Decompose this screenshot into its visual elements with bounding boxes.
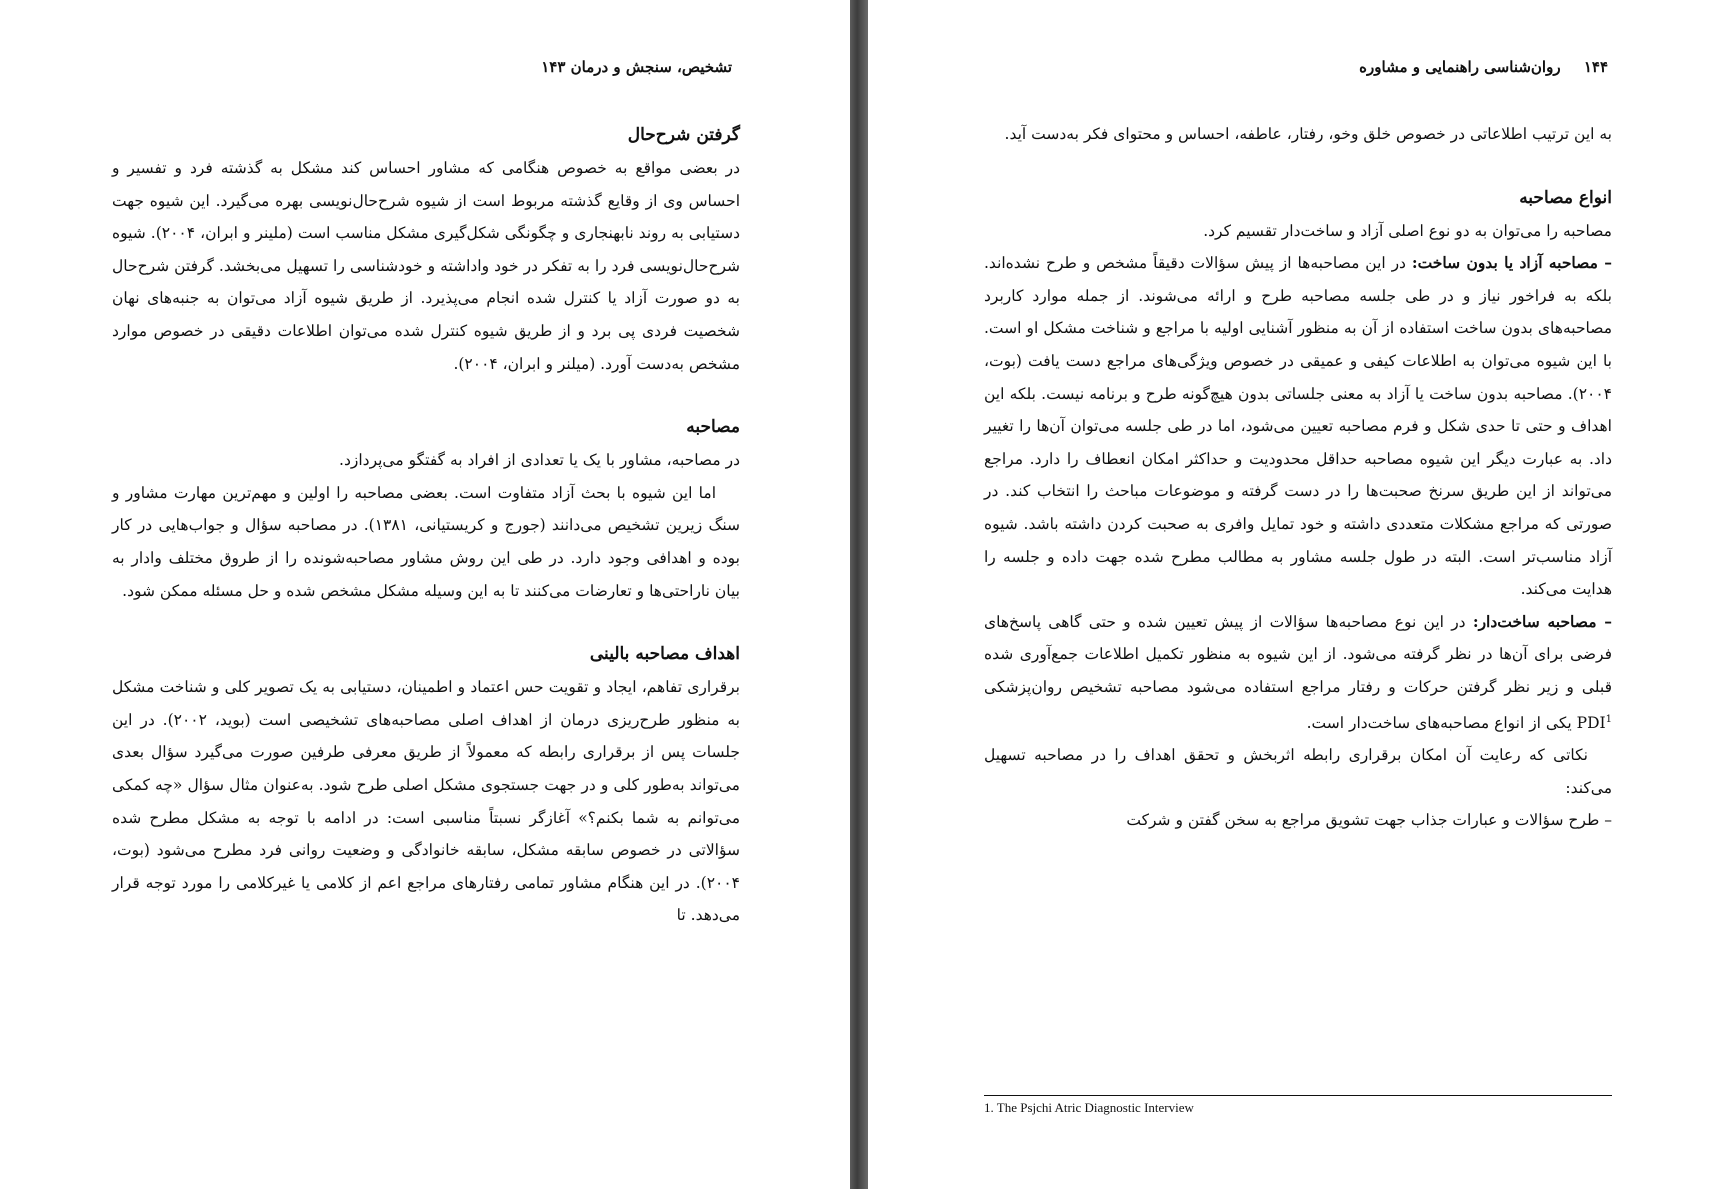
running-head bbox=[984, 58, 1608, 76]
running-head bbox=[112, 58, 732, 76]
footnote: 1. The Psjchi Atric Diagnostic Interview bbox=[984, 1100, 1194, 1115]
book-gutter bbox=[850, 0, 868, 1189]
paragraph-free-interview bbox=[984, 247, 1612, 606]
section-heading: مصاحبه bbox=[686, 417, 740, 438]
paragraph: اما این شیوه با بحث آزاد متفاوت است. بعضی مصاحبه را اولین و مهم‌ترین مهارت مشاور و سنگ زیرین تشخیص می‌دانند (جورج و کریستیانی، ۱۳۸۱). در مصاحبه سؤال و جواب‌هایی در کار بوده و اهدافی وجود دارد. در طی این روش مشاور مصاحبه‌شونده را از طروق مختلف وادار به بیان ناراحتی‌ها و تعارضات می‌کنند تا به این وسیله مشکل مشخص شده و حل مسئله ممکن شود. bbox=[112, 483, 741, 600]
right-page bbox=[868, 0, 1717, 1189]
page-number: ۱۴۴ bbox=[1583, 58, 1608, 76]
left-body bbox=[112, 118, 740, 932]
paragraph-text: در این نوع مصاحبه‌ها سؤالات از پیش تعیین شده و حتی گاهی پاسخ‌های فرضی برای آن‌ها در نظر گرفته می‌شود. از این شیوه به منظور تکمیل اطلاعات جمع‌آوری شده قبلی و زیر نظر گرفتن حرکات و رفتار مراجع استفاده می‌شود مصاحبه تشخیص روان‌پزشکی PDI bbox=[984, 612, 1612, 732]
bullet-item: – طرح سؤالات و عبارات جذاب جهت تشویق مراجع به سخن گفتن و شرکت bbox=[1126, 811, 1612, 830]
paragraph: مصاحبه را می‌توان به دو نوع اصلی آزاد و ساخت‌دار تقسیم کرد. bbox=[1203, 221, 1612, 240]
paragraph: در بعضی مواقع به خصوص هنگامی که مشاور احساس کند مشکل به گذشته فرد و تفسیر و احساس وی از وقایع گذشته مربوط است از شیوه شرح‌حال‌نویسی بهره می‌گیرد. این شیوه جهت دستیابی به روند نابهنجاری و چگونگی شکل‌گیری مشکل مناسب است (ملینر و ابران، ۲۰۰۴). شیوه شرح‌حال‌نویسی فرد را به تفکر در خود واداشته و خودشناسی را تسهیل می‌بخشد. گرفتن شرح‌حال به دو صورت آزاد یا کنترل شده انجام می‌پذیرد. از طریق شیوه آزاد می‌توان به جنبه‌های نهان شخصیت فردی پی برد و از طریق شیوه کنترل شده می‌توان اطلاعات دقیقی در خصوص موارد مشخص به‌دست آورد. (میلنر و ابران، ۲۰۰۴). bbox=[112, 159, 740, 373]
header-title: روان‌شناسی راهنمایی و مشاوره bbox=[1359, 58, 1561, 76]
paragraph-text: در این مصاحبه‌ها از پیش سؤالات دقیقاً مشخص و طرح نشده‌اند. بلکه به فراخور نیاز و در طی جلسه مصاحبه طرح و ارائه می‌شوند. از جمله موارد کاربرد مصاحبه‌های بدون ساخت استفاده از آن به منظور آشنایی اولیه با مراجع و شناخت مشکل او است. با این شیوه می‌توان به اطلاعات کیفی و عمیقی در خصوص ویژگی‌های مراجع دست یافت (بوت، ۲۰۰۴). مصاحبه بدون ساخت یا آزاد به معنی جلساتی بدون هیچ‌گونه طرح و برنامه نیست. بلکه این اهداف و حتی تا حدی شکل و فرم مصاحبه تعیین می‌شود، اما در طی جلسه می‌توان آن‌ها را تغییر داد. به عبارت دیگر این شیوه مصاحبه حداقل محدودیت و حداکثر امکان انعطاف را دارد. مراجع می‌تواند از این طریق سرنخ صحبت‌ها را در دست گرفته و موضوعات مباحث را انتخاب کند. در صورتی که مراجع مشکلات متعددی داشته و خود تمایل وافری به صحبت کردن داشته باشد. شیوه آزاد مناسب‌تر است. البته در طول جلسه مشاور به مطالب مطرح شده جهت داده و جلسه را هدایت می‌کند. bbox=[984, 254, 1612, 599]
section-heading: انواع مصاحبه bbox=[1519, 187, 1612, 208]
header-title: تشخیص، سنجش و درمان bbox=[570, 58, 732, 76]
paragraph: نکاتی که رعایت آن امکان برقراری رابطه اثربخش و تحقق اهداف را در مصاحبه تسهیل می‌کند: bbox=[984, 746, 1612, 797]
section-heading: اهداف مصاحبه بالینی bbox=[589, 644, 740, 665]
page-number: ۱۴۳ bbox=[541, 58, 566, 76]
footnote-rule bbox=[984, 1095, 1612, 1096]
left-page bbox=[0, 0, 850, 1189]
section-heading: گرفتن شرح‌حال bbox=[627, 125, 740, 145]
paragraph-text: یکی از انواع مصاحبه‌های ساخت‌دار است. bbox=[1306, 713, 1577, 732]
run-in-heading: – مصاحبه آزاد یا بدون ساخت: bbox=[1411, 253, 1612, 273]
paragraph: به این ترتیب اطلاعاتی در خصوص خلق وخو، رفتار، عاطفه، احساس و محتوای فکر به‌دست آید. bbox=[1004, 125, 1612, 143]
right-body bbox=[984, 118, 1612, 837]
paragraph: برقراری تفاهم، ایجاد و تقویت حس اعتماد و اطمینان، دستیابی به یک تصویر کلی و شناخت مشکل به منظور طرح‌ریزی درمان از اهداف اصلی مصاحبه‌های تشخیصی است (بوید، ۲۰۰۲). در این جلسات پس از برقراری رابطه که معمولاً از طریق معرفی طرفین صورت می‌گیرد سؤال بعدی می‌تواند به‌طور کلی و در جهت جستجوی مشکل اصلی طرح شود. به‌عنوان مثال سؤال «چه کمکی می‌توانم به شما بکنم؟» آغازگر نسبتاً مناسبی است: در ادامه با توجه به مشکل مطرح شده سؤالاتی در خصوص سابقه مشکل، سابقه خانوادگی و وضعیت روانی فرد مطرح می‌شود (بوت، ۲۰۰۴). در این هنگام مشاور تمامی رفتارهای مراجع اعم از کلامی یا غیرکلامی را مورد توجه قرار می‌دهد. تا bbox=[112, 678, 740, 925]
run-in-heading: – مصاحبه ساخت‌دار: bbox=[1472, 611, 1612, 631]
paragraph-structured-interview bbox=[984, 606, 1612, 740]
footnote-marker: 1 bbox=[1605, 713, 1612, 725]
paragraph: در مصاحبه، مشاور با یک یا تعدادی از افراد به گفتگو می‌پردازد. bbox=[339, 451, 740, 470]
